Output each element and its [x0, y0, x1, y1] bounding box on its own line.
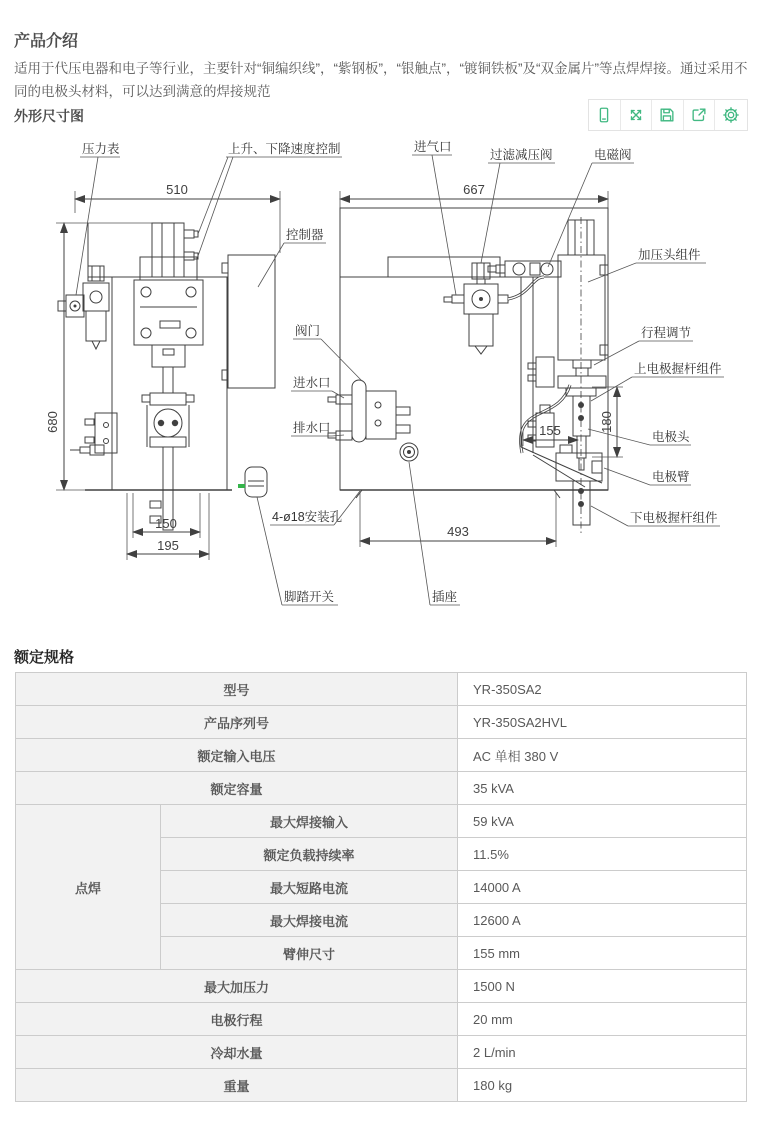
spec-value-cell: 11.5% [458, 838, 747, 871]
spec-value-cell: 12600 A [458, 904, 747, 937]
dim-side-width: 667 [463, 182, 485, 197]
spec-label-cell: 额定输入电压 [16, 739, 458, 772]
save-button[interactable] [652, 100, 684, 130]
drawing-toolbar [588, 99, 748, 131]
table-row [16, 805, 747, 838]
save-floppy-icon [658, 106, 676, 124]
callout-water-inlet: 进水口 [293, 376, 331, 390]
callout-electrode-tip: 电极头 [652, 430, 690, 444]
spec-group-cell: 点焊 [16, 805, 161, 970]
spec-value-cell: AC 单相 380 V [458, 739, 747, 772]
spec-value-cell: 59 kVA [458, 805, 747, 838]
dimension-drawing-title: 外形尺寸图 [14, 108, 84, 124]
intro-title: 产品介绍 [14, 33, 79, 50]
front-view [45, 182, 280, 560]
spec-label-cell: 型号 [16, 673, 458, 706]
callout-lower-electrode-holder: 下电极握杆组件 [630, 511, 718, 525]
spec-value-cell: 20 mm [458, 1003, 747, 1036]
fullscreen-expand-icon [627, 106, 645, 124]
share-button[interactable] [684, 100, 716, 130]
spec-value-cell: 180 kg [458, 1069, 747, 1102]
callout-stroke-adjust: 行程调节 [641, 326, 692, 340]
callout-pressure-gauge: 压力表 [82, 142, 120, 156]
callout-controller: 控制器 [286, 228, 324, 242]
table-row [16, 673, 747, 706]
table-row [16, 739, 747, 772]
spec-value-cell: 14000 A [458, 871, 747, 904]
spec-label-cell: 冷却水量 [16, 1036, 458, 1069]
callout-air-inlet: 进气口 [414, 140, 452, 154]
spec-label-cell: 最大短路电流 [161, 871, 458, 904]
spec-value-cell: 35 kVA [458, 772, 747, 805]
dim-electrode-span: 180 [599, 411, 614, 433]
callout-speed-control: 上升、下降速度控制 [228, 142, 341, 156]
spec-value-cell: YR-350SA2 [458, 673, 747, 706]
dim-base-outer: 195 [157, 538, 179, 553]
spec-label-cell: 重量 [16, 1069, 458, 1102]
fullscreen-button[interactable] [621, 100, 653, 130]
specs-heading: 额定规格 [14, 649, 75, 666]
dim-arm-reach: 155 [539, 423, 561, 438]
callout-valve: 阀门 [295, 324, 321, 338]
dimension-drawing [0, 135, 761, 627]
table-row [16, 706, 747, 739]
spec-label-cell: 额定容量 [16, 772, 458, 805]
callout-mounting-holes: 4-ø18安装孔 [272, 510, 343, 524]
spec-label-cell: 最大加压力 [16, 970, 458, 1003]
callout-electrode-arm: 电极臂 [652, 470, 690, 484]
spec-label-cell: 臂伸尺寸 [161, 937, 458, 970]
callout-upper-electrode-holder: 上电极握杆组件 [634, 362, 722, 376]
spec-label-cell: 产品序列号 [16, 706, 458, 739]
intro-description: 适用于代压电器和电子等行业，主要针对“铜编织线”，“紫钢板”，“银触点”，“镀铜铁板”及“双金属片”等点焊焊接。通过采用不同的电极头材料，可以达到满意的焊接规范 [14, 61, 748, 99]
callout-water-drain: 排水口 [293, 421, 331, 435]
dim-front-height: 680 [45, 411, 60, 433]
table-row [16, 1003, 747, 1036]
foot-switch-figure [238, 467, 267, 497]
dim-base-inner: 150 [155, 516, 177, 531]
spec-label-cell: 最大焊接输入 [161, 805, 458, 838]
spec-value-cell: 2 L/min [458, 1036, 747, 1069]
table-row [16, 1036, 747, 1069]
mobile-preview-button[interactable] [589, 100, 621, 130]
spec-label-cell: 电极行程 [16, 1003, 458, 1036]
side-view [328, 182, 623, 547]
specs-table [15, 672, 747, 1102]
table-row [16, 772, 747, 805]
spec-label-cell: 最大焊接电流 [161, 904, 458, 937]
share-export-icon [690, 106, 708, 124]
callout-foot-switch: 脚踏开关 [284, 590, 335, 604]
dim-front-width: 510 [166, 182, 188, 197]
spec-value-cell: YR-350SA2HVL [458, 706, 747, 739]
callout-press-head: 加压头组件 [638, 248, 701, 262]
table-row [16, 1069, 747, 1102]
spec-value-cell: 155 mm [458, 937, 747, 970]
settings-gear-icon [722, 106, 740, 124]
settings-button[interactable] [715, 100, 747, 130]
callout-filter-regulator: 过滤减压阀 [490, 148, 553, 162]
dim-side-base: 493 [447, 524, 469, 539]
spec-value-cell: 1500 N [458, 970, 747, 1003]
table-row [16, 970, 747, 1003]
callout-solenoid-valve: 电磁阀 [594, 148, 632, 162]
callout-socket: 插座 [432, 590, 458, 604]
spec-label-cell: 额定负载持续率 [161, 838, 458, 871]
mobile-icon [595, 106, 613, 124]
